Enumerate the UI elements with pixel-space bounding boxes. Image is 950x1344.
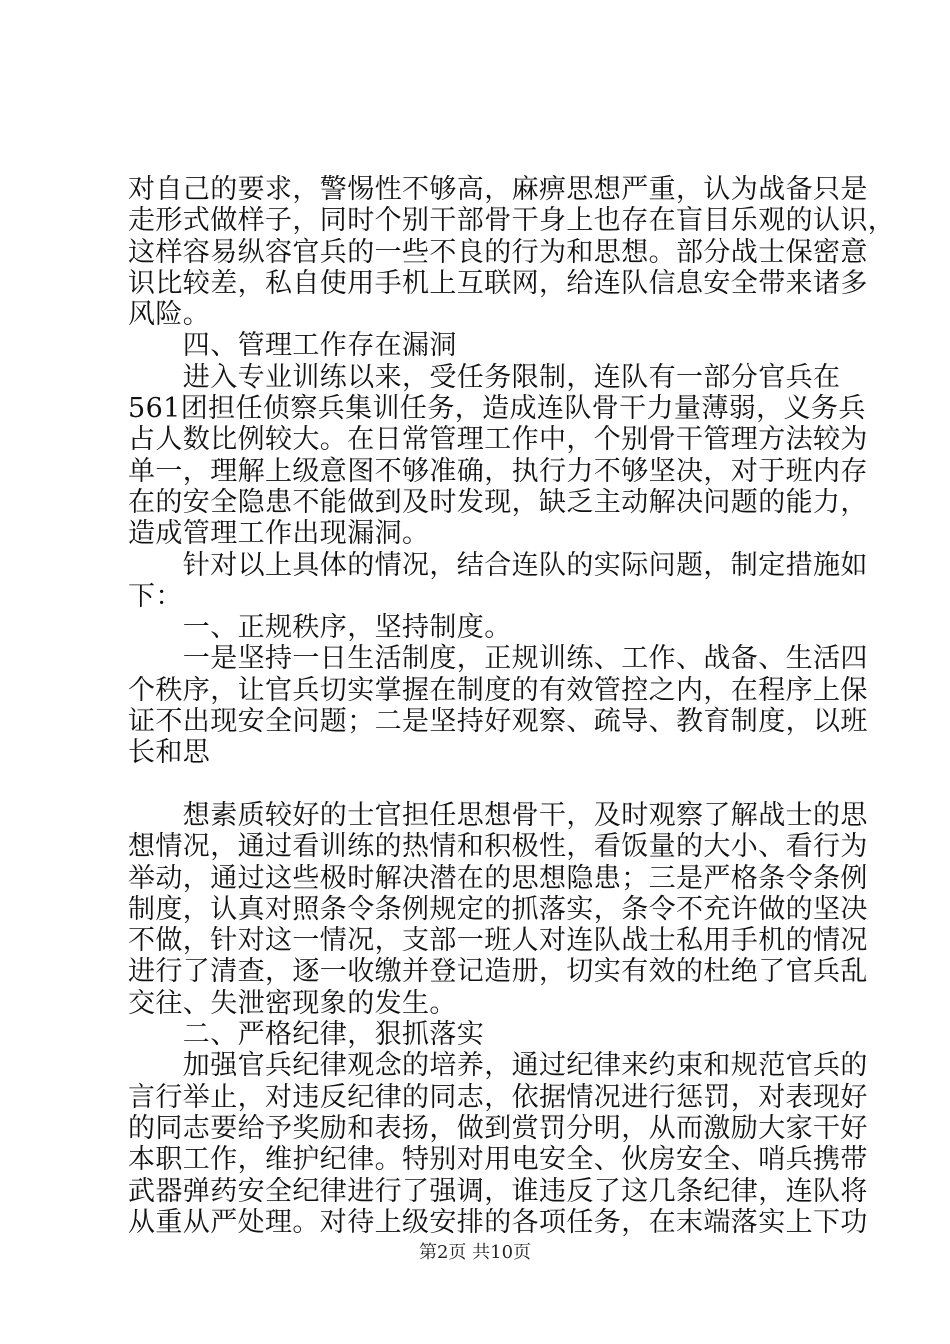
text-line: 交往、失泄密现象的发生。 (128, 987, 457, 1019)
text-line: 561团担任侦察兵集训任务，造成连队骨干力量薄弱，义务兵 (128, 393, 866, 425)
text-line: 对自己的要求，警惕性不够高，麻痹思想严重，认为战备只是 (128, 174, 868, 205)
text-line: 走形式做样子，同时个别干部骨干身上也存在盲目乐观的认识， (128, 205, 896, 237)
blank-line (128, 769, 828, 800)
text-line: 进入专业训练以来，受任务限制，连队有一部分官兵在 (128, 361, 841, 393)
page-number: 第2页 共10页 (418, 1242, 532, 1263)
text-line: 的同志要给予奖励和表扬，做到赏罚分明，从而激励大家干好 (128, 1112, 868, 1144)
text-line: 不做，针对这一情况，支部一班人对连队战士私用手机的情况 (128, 925, 868, 957)
document-body (128, 174, 896, 1238)
text-line: 一是坚持一日生活制度，正规训练、工作、战备、生活四 (128, 643, 868, 675)
text-line: 本职工作，维护纪律。特别对用电安全、伙房安全、哨兵携带 (128, 1144, 868, 1176)
section-heading: 二、严格纪律，狠抓落实 (128, 1019, 485, 1051)
text-line: 进行了清查，逐一收缴并登记造册，切实有效的杜绝了官兵乱 (128, 956, 868, 988)
text-line: 加强官兵纪律观念的培养，通过纪律来约束和规范官兵的 (128, 1050, 868, 1082)
text-line: 在的安全隐患不能做到及时发现，缺乏主动解决问题的能力， (128, 486, 868, 518)
text-line: 证不出现安全问题；二是坚持好观察、疏导、教育制度，以班 (128, 706, 868, 738)
text-line: 制度，认真对照条令条例规定的抓落实，条令不充许做的坚决 (128, 893, 868, 925)
text-line: 风险。 (128, 299, 211, 331)
text-line: 单一，理解上级意图不够准确，执行力不够坚决，对于班内存 (128, 455, 868, 487)
text-line: 举动，通过这些极时解决潜在的思想隐患；三是严格条令条例 (128, 862, 868, 894)
text-line: 从重从严处理。对待上级安排的各项任务，在末端落实上下功 (128, 1206, 868, 1238)
page-footer (0, 1238, 950, 1264)
section-heading: 四、管理工作存在漏洞 (128, 330, 457, 362)
text-line: 针对以上具体的情况，结合连队的实际问题，制定措施如 (128, 549, 868, 581)
text-line: 这样容易纵容官兵的一些不良的行为和思想。部分战士保密意 (128, 236, 868, 268)
text-line: 识比较差，私自使用手机上互联网，给连队信息安全带来诸多 (128, 267, 868, 299)
text-line: 想素质较好的士官担任思想骨干，及时观察了解战士的思 (128, 799, 868, 831)
text-line: 武器弹药安全纪律进行了强调，谁违反了这几条纪律，连队将 (128, 1175, 868, 1207)
text-line: 个秩序，让官兵切实掌握在制度的有效管控之内，在程序上保 (128, 674, 868, 706)
text-line: 造成管理工作出现漏洞。 (128, 518, 430, 550)
text-line: 下： (128, 580, 183, 612)
text-line: 言行举止，对违反纪律的同志，依据情况进行惩罚，对表现好 (128, 1081, 868, 1113)
text-line: 长和思 (128, 737, 211, 769)
section-heading: 一、正规秩序，坚持制度。 (128, 612, 512, 644)
text-line: 占人数比例较大。在日常管理工作中，个别骨干管理方法较为 (128, 424, 868, 456)
text-line: 想情况，通过看训练的热情和积极性，看饭量的大小、看行为 (128, 831, 868, 863)
